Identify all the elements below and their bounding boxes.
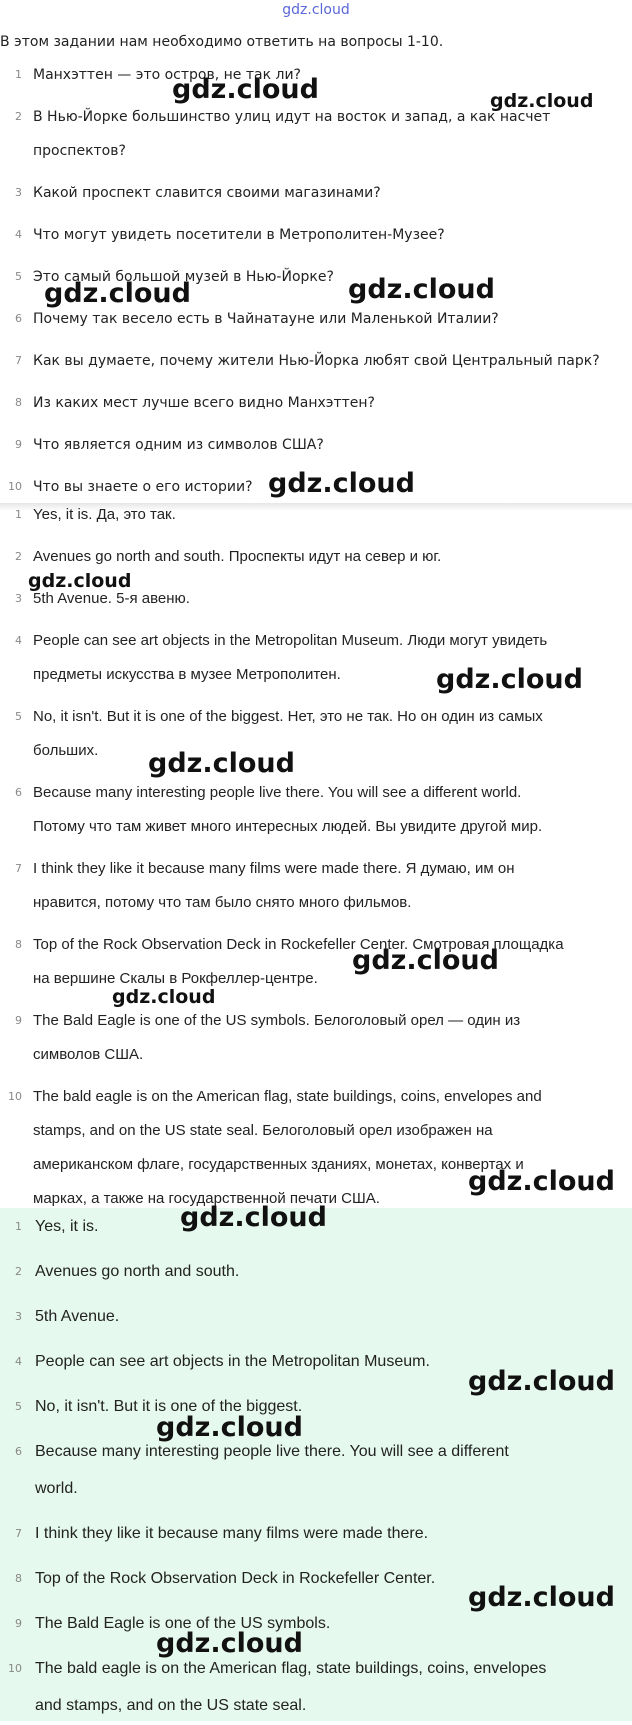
item-number: 2: [15, 110, 22, 123]
item-number: 4: [15, 228, 22, 241]
watermark-logo: gdz.cloud: [28, 570, 132, 592]
item-text: нравится, потому что там было снято много фильмов.: [33, 894, 412, 911]
item-text: марках, а также на государственной печати США.: [33, 1190, 380, 1207]
item-number: 8: [15, 396, 22, 409]
item-text: I think they like it because many films were made there.: [35, 1525, 429, 1542]
item-number: 3: [15, 186, 22, 199]
item-number: 9: [15, 1617, 22, 1630]
item-text: Yes, it is. Да, это так.: [33, 506, 176, 523]
item-number: 3: [15, 1310, 22, 1323]
item-text: Какой проспект славится своими магазинами?: [33, 185, 381, 201]
watermark-logo: gdz.cloud: [268, 468, 415, 499]
watermark-logo: gdz.cloud: [148, 748, 295, 779]
item-text: больших.: [33, 742, 99, 759]
item-text: В Нью-Йорке большинство улиц идут на восток и запад, а как насчет: [33, 109, 551, 125]
item-number: 6: [15, 1445, 22, 1458]
item-number: 7: [15, 354, 22, 367]
task-intro: В этом задании нам необходимо ответить на вопросы 1-10.: [0, 34, 444, 50]
item-number: 1: [15, 1220, 22, 1233]
item-text: The Bald Eagle is one of the US symbols. Белоголовый орел — один из: [33, 1012, 521, 1029]
item-text: No, it isn't. But it is one of the biggest. Нет, это не так. Но он один из самых: [33, 708, 543, 725]
item-number: 7: [15, 862, 22, 875]
item-number: 6: [15, 312, 22, 325]
watermark-logo: gdz.cloud: [180, 1202, 327, 1233]
watermark-logo: gdz.cloud: [112, 986, 216, 1008]
item-text: Top of the Rock Observation Deck in Rockefeller Center.: [35, 1570, 436, 1587]
item-number: 10: [8, 1090, 22, 1103]
item-number: 1: [15, 508, 22, 521]
item-text: The bald eagle is on the American flag, state buildings, coins, envelopes and: [33, 1088, 542, 1105]
item-text: Манхэттен — это остров, не так ли?: [33, 67, 301, 83]
item-text: Из каких мест лучше всего видно Манхэттен?: [33, 395, 375, 411]
item-text: Avenues go north and south. Проспекты идут на север и юг.: [33, 548, 442, 565]
item-text: Что вы знаете о его истории?: [33, 479, 253, 495]
item-text: Почему так весело есть в Чайнатауне или Маленькой Италии?: [33, 311, 499, 327]
watermark-logo: gdz.cloud: [44, 278, 191, 309]
item-text: Because many interesting people live there. You will see a different: [35, 1443, 509, 1460]
item-text: Что могут увидеть посетители в Метрополитен-Музее?: [33, 227, 445, 243]
item-number: 6: [15, 786, 22, 799]
item-number: 5: [15, 1400, 22, 1413]
watermark-logo: gdz.cloud: [436, 664, 583, 695]
watermark-logo: gdz.cloud: [348, 274, 495, 305]
item-number: 2: [15, 1265, 22, 1278]
item-number: 5: [15, 270, 22, 283]
item-text: and stamps, and on the US state seal.: [35, 1697, 307, 1714]
item-number: 9: [15, 1014, 22, 1027]
watermark-logo: gdz.cloud: [468, 1166, 615, 1197]
item-number: 7: [15, 1527, 22, 1540]
item-text: символов США.: [33, 1046, 144, 1063]
item-text: Это самый большой музей в Нью-Йорке?: [33, 269, 334, 285]
item-text: People can see art objects in the Metropolitan Museum. Люди могут увидеть: [33, 632, 548, 649]
item-text: Because many interesting people live there. You will see a different world.: [33, 784, 522, 801]
item-text: stamps, and on the US state seal. Белоголовый орел изображен на: [33, 1122, 493, 1139]
item-text: предметы искусства в музее Метрополитен.: [33, 666, 341, 683]
watermark-logo: gdz.cloud: [156, 1628, 303, 1659]
site-logo[interactable]: gdz.cloud: [282, 2, 350, 18]
item-number: 4: [15, 634, 22, 647]
item-number: 10: [8, 1662, 22, 1675]
item-text: Avenues go north and south.: [35, 1263, 240, 1280]
watermark-logo: gdz.cloud: [490, 90, 594, 112]
item-number: 2: [15, 550, 22, 563]
item-number: 10: [8, 480, 22, 493]
item-number: 5: [15, 710, 22, 723]
item-text: Yes, it is.: [35, 1218, 99, 1235]
item-text: world.: [35, 1480, 78, 1497]
item-text: The Bald Eagle is one of the US symbols.: [35, 1615, 331, 1632]
item-text: Top of the Rock Observation Deck in Rockefeller Center. Смотровая площадка: [33, 936, 564, 953]
watermark-logo: gdz.cloud: [172, 74, 319, 105]
item-number: 1: [15, 68, 22, 81]
item-text: проспектов?: [33, 143, 126, 159]
item-text: американском флаге, государственных зданиях, монетах, конвертах и: [33, 1156, 524, 1173]
item-text: No, it isn't. But it is one of the biggest.: [35, 1398, 303, 1415]
item-text: Потому что там живет много интересных людей. Вы увидите другой мир.: [33, 818, 543, 835]
item-text: I think they like it because many films were made there. Я думаю, им он: [33, 860, 515, 877]
watermark-logo: gdz.cloud: [156, 1412, 303, 1443]
watermark-logo: gdz.cloud: [468, 1582, 615, 1613]
item-number: 8: [15, 938, 22, 951]
item-number: 3: [15, 592, 22, 605]
item-text: Что является одним из символов США?: [33, 437, 324, 453]
watermark-logo: gdz.cloud: [352, 945, 499, 976]
item-number: 8: [15, 1572, 22, 1585]
item-text: Как вы думаете, почему жители Нью-Йорка любят свой Центральный парк?: [33, 353, 600, 369]
item-number: 9: [15, 438, 22, 451]
watermark-logo: gdz.cloud: [468, 1366, 615, 1397]
item-number: 4: [15, 1355, 22, 1368]
item-text: People can see art objects in the Metropolitan Museum.: [35, 1353, 430, 1370]
item-text: 5th Avenue.: [35, 1308, 120, 1325]
item-text: The bald eagle is on the American flag, state buildings, coins, envelopes: [35, 1660, 547, 1677]
item-text: 5th Avenue. 5-я авеню.: [33, 590, 190, 607]
item-text: на вершине Скалы в Рокфеллер-центре.: [33, 970, 318, 987]
